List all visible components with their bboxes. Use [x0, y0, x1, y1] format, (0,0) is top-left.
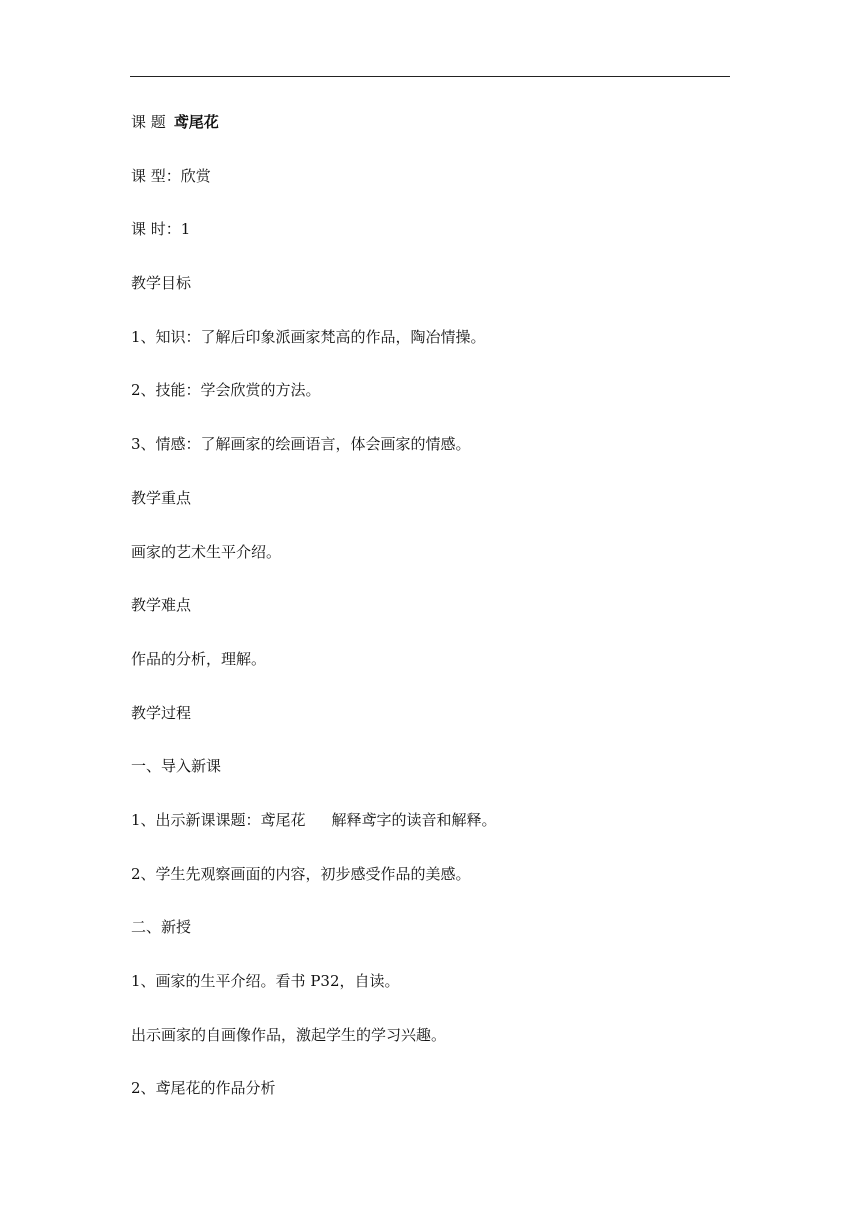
document-body	[131, 110, 731, 1130]
difficulty-heading: 教学难点	[131, 596, 192, 615]
objective-item: 2、技能：学会欣赏的方法。	[131, 381, 321, 400]
process-item-part: 解释鸢字的读音和解释。	[331, 810, 497, 829]
lesson-title-label: 课 题	[131, 113, 166, 131]
process-item: 2、鸢尾花的作品分析	[131, 1079, 276, 1098]
objectives-heading: 教学目标	[131, 274, 192, 293]
lesson-type-line: 课 型：欣赏	[131, 166, 211, 185]
section-heading: 二、新授	[131, 918, 192, 937]
key-point-heading: 教学重点	[131, 488, 192, 507]
lesson-hours-line: 课 时：1	[131, 220, 191, 239]
lesson-title-value: 鸢尾花	[173, 113, 219, 131]
section-heading: 一、导入新课	[131, 757, 222, 776]
process-heading: 教学过程	[131, 703, 192, 722]
objective-item: 3、情感：了解画家的绘画语言，体会画家的情感。	[131, 435, 471, 454]
lesson-title-line	[131, 110, 731, 164]
process-item: 2、学生先观察画面的内容，初步感受作品的美感。	[131, 864, 471, 883]
process-note: 出示画家的自画像作品，激起学生的学习兴趣。	[131, 1025, 447, 1044]
process-item	[131, 808, 731, 862]
process-item: 1、画家的生平介绍。看书 P32，自读。	[131, 972, 400, 990]
key-point-text: 画家的艺术生平介绍。	[131, 542, 282, 561]
header-rule	[130, 76, 730, 77]
process-item-part: 1、出示新课课题：鸢尾花	[131, 810, 306, 829]
difficulty-text: 作品的分析，理解。	[131, 649, 267, 668]
objective-item: 1、知识：了解后印象派画家梵高的作品，陶冶情操。	[131, 327, 486, 346]
